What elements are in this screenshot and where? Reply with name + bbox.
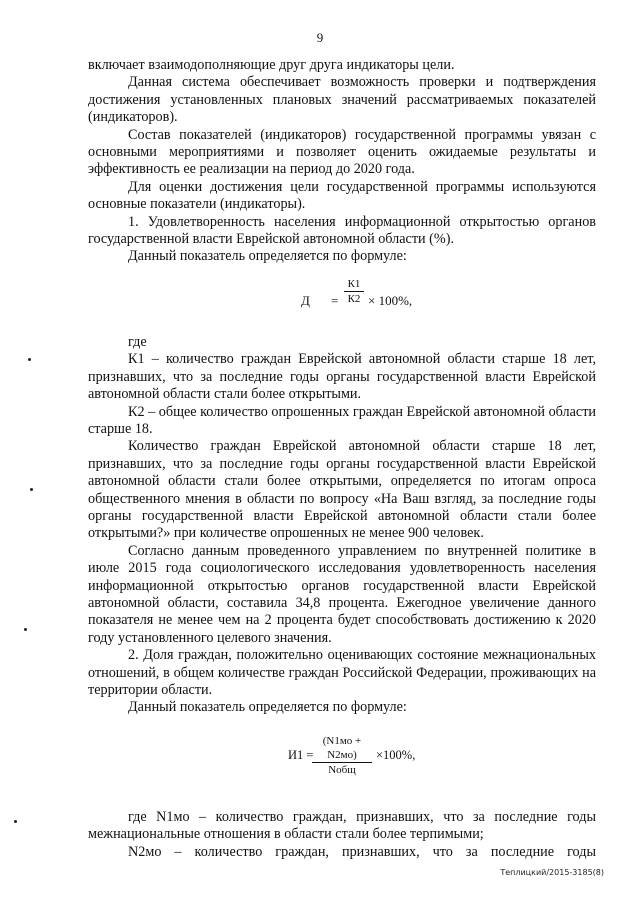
formula-1: [88, 274, 596, 328]
formula-2: [88, 731, 596, 785]
variable-n2-definition: N2мо – количество граждан, признавших, что за последние годы: [128, 843, 596, 860]
paragraph: Данный показатель определяется по формуле:: [128, 248, 407, 265]
formula-2-denominator: Nобщ: [328, 763, 356, 776]
indicator-1-heading: 1. Удовлетворенность населения информационной открытостью органов государственной власти Еврейской автономной области (%).: [88, 213, 596, 248]
variable-k1-definition: К1 – количество граждан Еврейской автономной области старше 18 лет, признавших, что за последние годы органы государственной власти Еврейской автономной области стали более открытыми.: [88, 351, 596, 403]
formula-1-equals: =: [331, 292, 339, 308]
paragraph: включает взаимодополняющие друг друга индикаторы цели.: [88, 57, 455, 73]
indicator-2-heading: 2. Доля граждан, положительно оценивающих состояние межнациональных отношений, в общем количестве граждан Российской Федерации, проживающих на территории области.: [88, 647, 596, 698]
formula-2-multiplier: ×100%,: [376, 747, 416, 762]
variable-n1-definition: где N1мо – количество граждан, признавших, что за последние годы межнациональные отношения в области стали более терпимыми;: [88, 808, 596, 843]
document-footer-code: Теплицкий/2015-3185(8): [500, 868, 604, 877]
paragraph: Данный показатель определяется по формуле:: [128, 699, 407, 716]
paragraph: Данная система обеспечивает возможность проверки и подтверждения достижения установленных плановых значений рассматриваемых показателей (индикаторов).: [88, 74, 596, 126]
formula-1-denominator: К2: [347, 292, 361, 305]
formula-1-lhs: Д: [301, 292, 310, 308]
paragraph: где: [128, 333, 147, 350]
variable-k2-definition: К2 – общее количество опрошенных граждан Еврейской автономной области старше 18.: [88, 403, 596, 437]
page-number: 9: [316, 30, 324, 45]
scan-speck: [30, 488, 33, 491]
paragraph: Согласно данным проведенного управлением по внутренней политике в июле 2015 года социологического исследования удовлетворенность населения информационной открытостью органов государственной власти Еврейской автономной области, составила 34,8 процента. Ежегодное увеличение данного показателя не менее чем на 2 процента будет способствовать достижению к 2020 году установленного целевого значения.: [88, 542, 596, 646]
scan-speck: [14, 820, 17, 823]
document-body: [88, 57, 596, 861]
paragraph: Состав показателей (индикаторов) государственной программы увязан с основными мероприятиями и позволяет оценить ожидаемые результаты и эффективность ее реализации на период до 2020 года.: [88, 126, 596, 178]
scan-speck: [28, 358, 31, 361]
formula-2-fraction: [312, 734, 372, 777]
formula-1-numerator: К1: [344, 277, 364, 292]
formula-2-numerator: (N1мо + N2мо): [312, 734, 372, 763]
formula-1-multiplier: × 100%,: [368, 292, 413, 308]
formula-1-fraction: [344, 277, 364, 306]
paragraph: Для оценки достижения цели государственной программы используются основные показатели (индикаторы).: [88, 178, 596, 213]
paragraph: Количество граждан Еврейской автономной области старше 18 лет, признавших, что за последние годы органы государственной власти Еврейской автономной области стали более открытыми, определяется по итогам опроса общественного мнения в области по вопросу «На Ваш взгляд, за последние годы органы государственной власти Еврейской автономной области стали более открытыми?» при количестве опрошенных не менее 900 человек.: [88, 438, 596, 542]
scan-speck: [24, 628, 27, 631]
formula-2-lhs: И1 =: [288, 747, 314, 762]
